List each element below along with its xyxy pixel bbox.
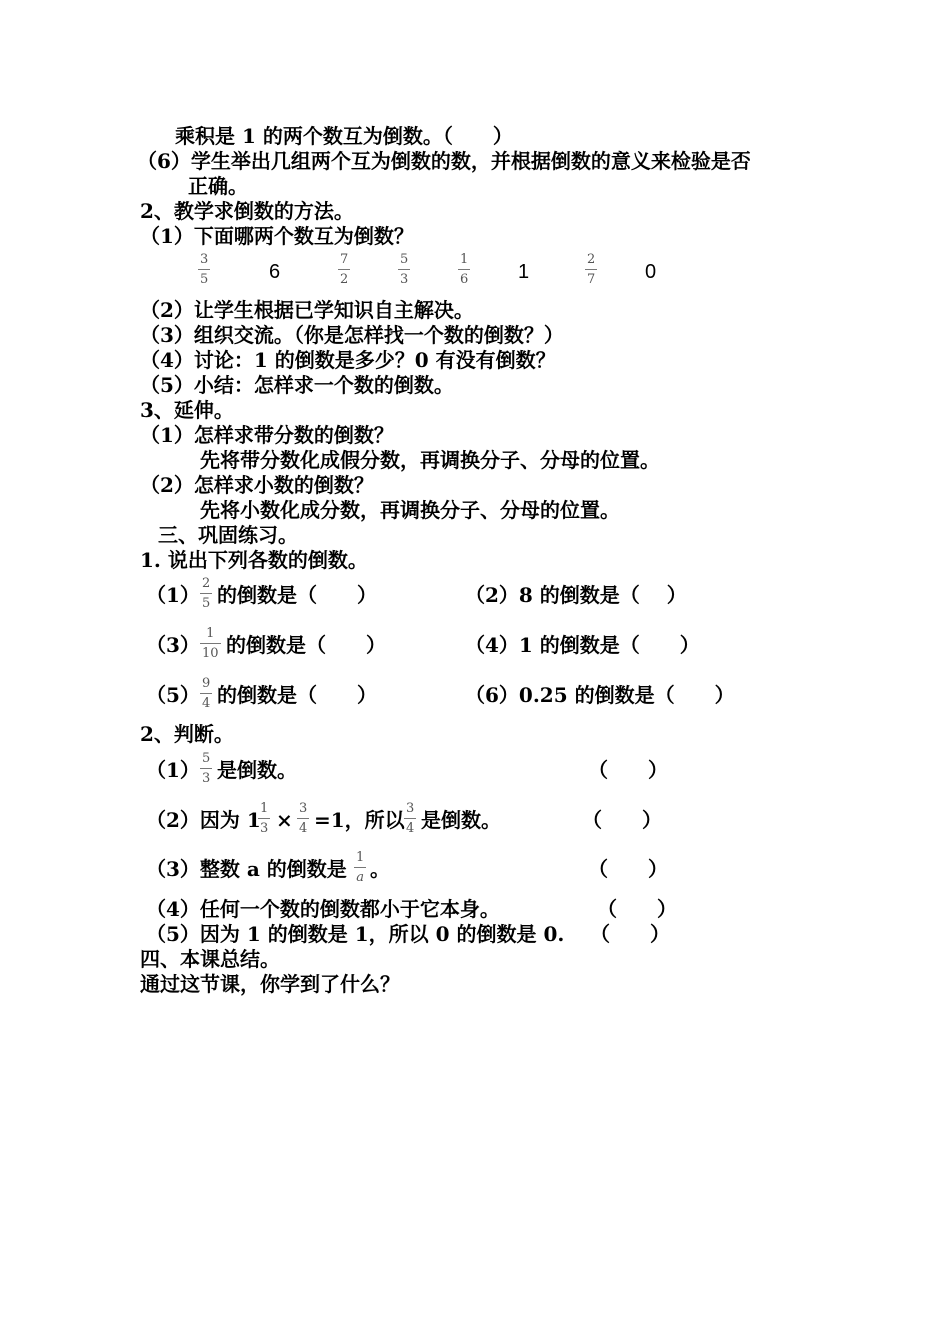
ex2-j3-text: 。 — [370, 857, 390, 881]
section-2-q4: （4）讨论：1 的倒数是多少？0 有没有倒数？ — [140, 348, 556, 372]
ex1-p4-text: （4）1 的倒数是（ ） — [465, 633, 700, 657]
ex2-j2-fraction-2: 3 4 — [406, 801, 415, 836]
ex1-p1-prefix: （1） — [146, 583, 200, 607]
exercise-2-title: 2、判断。 — [140, 722, 234, 746]
item-6-line-a: （6）学生举出几组两个互为倒数的数，并根据倒数的意义来检验是否 — [137, 149, 751, 173]
ex2-j4-bracket[interactable]: （ ） — [597, 897, 677, 921]
section-3-a2: 先将小数化成分数，再调换分子、分母的位置。 — [200, 498, 620, 522]
ex1-p5-text: 的倒数是（ ） — [217, 683, 377, 707]
number-0: 0 — [645, 261, 657, 283]
ex2-j2-times: × — [276, 808, 293, 832]
summary-title: 四、本课总结。 — [140, 947, 280, 971]
ex2-j2-mixed-fraction: 1 3 — [260, 801, 269, 836]
ex1-p2-text: （2）8 的倒数是（ ） — [465, 583, 687, 607]
definition-line: 乘积是 1 的两个数互为倒数。（ ） — [175, 124, 513, 148]
ex2-j1-bracket[interactable]: （ ） — [588, 758, 668, 782]
ex1-p6-text: （6）0.25 的倒数是（ ） — [465, 683, 735, 707]
section-3-q2: （2）怎样求小数的倒数？ — [140, 473, 374, 497]
item-6-line-b: 正确。 — [188, 174, 248, 198]
ex2-j3-fraction: 1 a — [356, 850, 365, 885]
ex2-j5-text: （5）因为 1 的倒数是 1，所以 0 的倒数是 0. — [146, 922, 565, 946]
section-2-q2: （2）让学生根据已学知识自主解决。 — [140, 298, 474, 322]
section-3-q1: （1）怎样求带分数的倒数？ — [140, 423, 394, 447]
section-2-title: 2、教学求倒数的方法。 — [140, 199, 354, 223]
ex1-p3-fraction: 1 10 — [202, 626, 219, 661]
section-3-a1: 先将带分数化成假分数，再调换分子、分母的位置。 — [200, 448, 660, 472]
ex2-j1-text: 是倒数。 — [217, 758, 297, 782]
fraction-1-6: 1 6 — [460, 252, 469, 287]
exercise-1-title: 1. 说出下列各数的倒数。 — [140, 548, 368, 572]
fraction-5-3: 5 3 — [400, 252, 409, 287]
ex1-p3-text: 的倒数是（ ） — [226, 633, 386, 657]
ex2-j3-bracket[interactable]: （ ） — [588, 857, 668, 881]
fraction-7-2: 7 2 — [340, 252, 349, 287]
number-6: 6 — [269, 261, 281, 283]
practice-title: 三、巩固练习。 — [158, 523, 298, 547]
ex1-p1-text: 的倒数是（ ） — [217, 583, 377, 607]
section-2-q5: （5）小结：怎样求一个数的倒数。 — [140, 373, 454, 397]
ex1-p5-prefix: （5） — [146, 683, 200, 707]
ex2-j1-fraction: 5 3 — [202, 751, 211, 786]
number-1: 1 — [518, 261, 530, 283]
ex1-p1-fraction: 2 5 — [202, 576, 211, 611]
ex2-j3-prefix: （3）整数 a 的倒数是 — [146, 857, 347, 881]
ex2-j2-text: 是倒数。 — [421, 808, 501, 832]
section-2-q1: （1）下面哪两个数互为倒数？ — [140, 224, 414, 248]
ex1-p5-fraction: 9 4 — [202, 676, 211, 711]
ex2-j4-text: （4）任何一个数的倒数都小于它本身。 — [146, 897, 500, 921]
ex2-j2-prefix: （2）因为 1 — [146, 808, 261, 832]
ex2-j2-bracket[interactable]: （ ） — [582, 808, 662, 832]
ex2-j5-bracket[interactable]: （ ） — [590, 922, 670, 946]
section-3-title: 3、延伸。 — [140, 398, 234, 422]
ex1-p3-prefix: （3） — [146, 633, 200, 657]
ex2-j1-prefix: （1） — [146, 758, 200, 782]
ex2-j2-fraction: 3 4 — [299, 801, 308, 836]
summary-text: 通过这节课，你学到了什么？ — [140, 972, 400, 996]
fraction-3-5: 3 5 — [200, 252, 209, 287]
section-2-q3: （3）组织交流。（你是怎样找一个数的倒数？） — [140, 323, 564, 347]
fraction-2-7: 2 7 — [587, 252, 596, 287]
ex2-j2-middle: =1，所以 — [314, 808, 405, 832]
